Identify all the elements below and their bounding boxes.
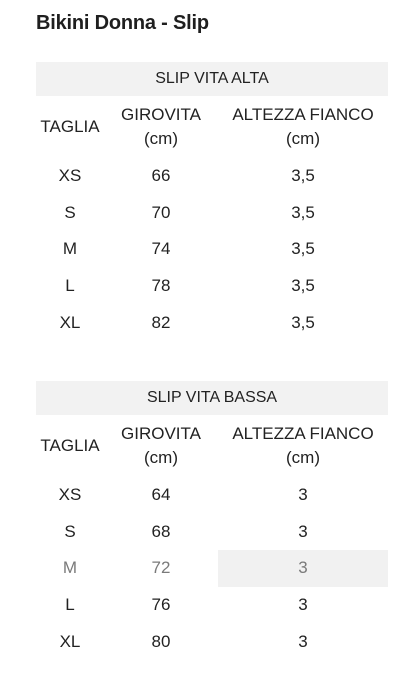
column-header-hip-label: ALTEZZA FIANCO bbox=[232, 105, 374, 124]
page-title: Bikini Donna - Slip bbox=[36, 12, 209, 34]
cell-size: XS bbox=[58, 485, 82, 505]
column-header-waist-label: GIROVITA bbox=[121, 424, 201, 443]
cell-waist: 82 bbox=[151, 312, 171, 332]
column-header-size bbox=[36, 415, 104, 477]
cell-hip: 3 bbox=[218, 550, 388, 587]
cell-waist: 66 bbox=[151, 166, 171, 186]
column-header-waist-label: GIROVITA bbox=[121, 105, 201, 124]
cell-size: M bbox=[36, 550, 104, 587]
cell-size: XS bbox=[58, 166, 82, 186]
cell-size: M bbox=[62, 239, 78, 259]
cell-waist: 78 bbox=[151, 276, 171, 296]
size-table-slip-vita-alta bbox=[36, 62, 388, 341]
cell-waist: 70 bbox=[151, 202, 171, 222]
cell-size: L bbox=[65, 595, 75, 615]
cell-waist: 80 bbox=[151, 631, 171, 651]
table-row bbox=[36, 587, 388, 624]
table-title-row bbox=[36, 381, 388, 415]
column-header-hip-label: ALTEZZA FIANCO bbox=[232, 424, 374, 443]
cell-hip: 3 bbox=[298, 631, 308, 651]
table-row bbox=[36, 514, 388, 551]
cell-hip: 3,5 bbox=[291, 202, 315, 222]
column-header-size bbox=[36, 96, 104, 158]
cell-hip: 3,5 bbox=[291, 312, 315, 332]
column-header-row bbox=[36, 96, 388, 158]
table-row bbox=[36, 195, 388, 232]
table-title-row bbox=[36, 62, 388, 96]
cell-size: S bbox=[64, 202, 76, 222]
column-header-hip-unit: (cm) bbox=[286, 129, 320, 148]
cell-size: L bbox=[65, 276, 75, 296]
cell-size: S bbox=[64, 521, 76, 541]
column-header-row bbox=[36, 415, 388, 477]
cell-waist: 74 bbox=[151, 239, 171, 259]
table-row-highlighted bbox=[36, 550, 388, 587]
column-header-hip bbox=[218, 415, 388, 477]
cell-waist: 72 bbox=[104, 550, 218, 587]
cell-hip: 3 bbox=[298, 521, 308, 541]
cell-hip: 3 bbox=[298, 595, 308, 615]
column-header-size-label: TAGLIA bbox=[40, 436, 100, 455]
cell-hip: 3,5 bbox=[291, 166, 315, 186]
table-row bbox=[36, 477, 388, 514]
table-title: SLIP VITA BASSA bbox=[36, 381, 388, 415]
cell-size: XL bbox=[59, 312, 81, 332]
column-header-waist-unit: (cm) bbox=[144, 129, 178, 148]
cell-waist: 64 bbox=[151, 485, 171, 505]
cell-size: XL bbox=[59, 631, 81, 651]
cell-hip: 3 bbox=[298, 485, 308, 505]
column-header-size-label: TAGLIA bbox=[40, 117, 100, 136]
table-row bbox=[36, 623, 388, 660]
cell-waist: 76 bbox=[151, 595, 171, 615]
column-header-waist bbox=[104, 415, 218, 477]
table-row bbox=[36, 231, 388, 268]
cell-waist: 68 bbox=[151, 521, 171, 541]
table-row bbox=[36, 268, 388, 305]
table-row bbox=[36, 158, 388, 195]
cell-hip: 3,5 bbox=[291, 239, 315, 259]
column-header-hip-unit: (cm) bbox=[286, 448, 320, 467]
column-header-hip bbox=[218, 96, 388, 158]
table-title: SLIP VITA ALTA bbox=[36, 62, 388, 96]
column-header-waist-unit: (cm) bbox=[144, 448, 178, 467]
cell-hip: 3,5 bbox=[291, 276, 315, 296]
column-header-waist bbox=[104, 96, 218, 158]
size-table-slip-vita-bassa bbox=[36, 381, 388, 660]
table-row bbox=[36, 304, 388, 341]
